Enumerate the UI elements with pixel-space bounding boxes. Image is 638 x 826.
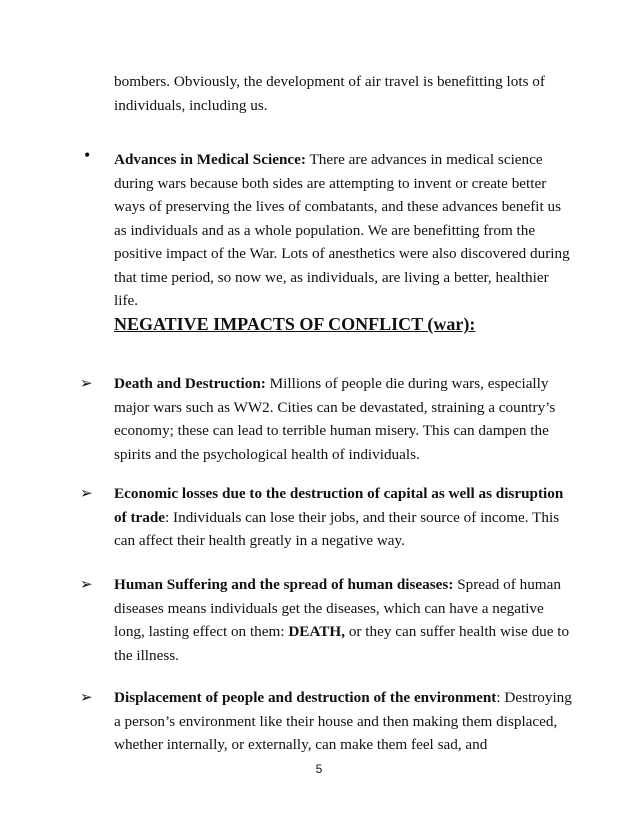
death-destruction-body: Millions of people die during wars, especially major wars such as WW2. Cities can be devastated, straining a country’s economy; these can lead to terrible human misery. This can dampen the spirits and the psychological health of individuals. [114,375,556,463]
human-suffering-title: Human Suffering and the spread of human diseases: [114,576,454,593]
bullet-dot: • [84,145,91,165]
medical-science-body: There are advances in medical science during wars because both sides are attempting to invent or create better ways of preserving the lives of combatants, and these advances benefit us as individuals and as a whole population. We are benefitting from the positive impact of the War. Lots of anesthetics were also discovered during that time period, so now we, as individuals, are living a better, healthier life. [114,151,570,309]
death-destruction-paragraph [114,372,574,466]
arrow-bullet: ➢ [80,486,93,502]
arrow-bullet: ➢ [80,376,93,392]
human-suffering-body-end: or they can suffer health wise due to the illness. [114,623,570,664]
displacement-paragraph [114,686,574,757]
continued-paragraph: bombers. Obviously, the development of air travel is benefitting lots of individuals, including us. [114,73,545,114]
human-suffering-paragraph [114,573,574,667]
arrow-bullet: ➢ [80,690,93,706]
page-number: 5 [315,762,323,776]
medical-science-paragraph [114,148,574,313]
arrow-bullet: ➢ [80,577,93,593]
section-heading: NEGATIVE IMPACTS OF CONFLICT (war): [114,314,476,334]
death-destruction-title: Death and Destruction: [114,375,266,392]
displacement-body: : Destroying a person’s environment like their house and then making them displaced, whether internally, or externally, can make them feel sad, and [114,689,572,753]
economic-losses-title: Economic losses due to the destruction of capital as well as disruption of trade [114,485,564,526]
economic-losses-body: : Individuals can lose their jobs, and their source of income. This can affect their health greatly in a negative way. [114,508,560,549]
human-suffering-body: Spread of human diseases means individuals get the diseases, which can have a negative long, lasting effect on them: [114,576,561,640]
death-emphasis: DEATH, [288,623,346,640]
medical-science-title: Advances in Medical Science: [114,151,306,168]
economic-losses-paragraph [114,482,574,553]
displacement-title: Displacement of people and destruction of the environment [114,689,497,706]
